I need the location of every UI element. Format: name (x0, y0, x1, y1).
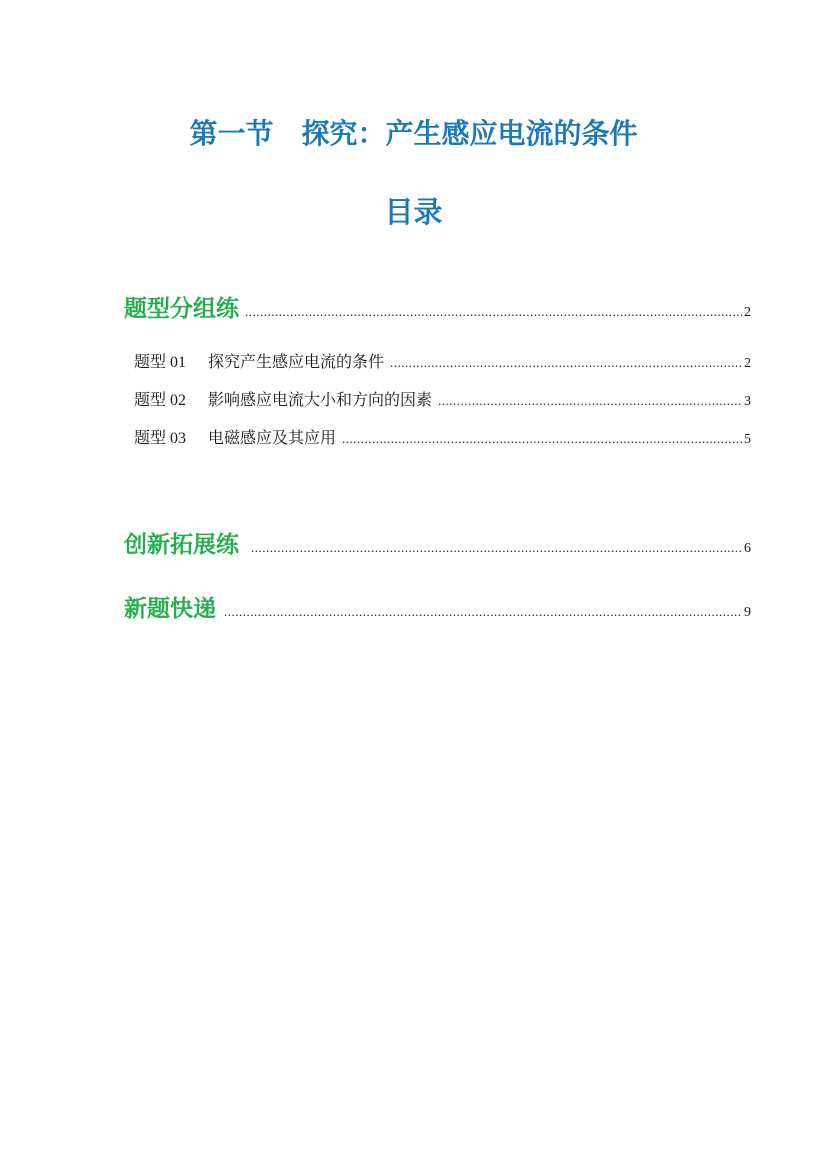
toc-leader-dots (224, 604, 742, 620)
toc-section-label: 创新拓展练 (124, 532, 239, 558)
toc-section-label: 题型分组练 (124, 296, 239, 322)
toc-page-number: 2 (744, 305, 751, 320)
toc-leader-dots (438, 393, 742, 409)
toc-entry-section-1[interactable] (124, 290, 751, 323)
toc-page-number: 3 (744, 394, 751, 409)
toc-item-number: 03 (170, 430, 187, 447)
toc-leader-dots (342, 431, 742, 447)
toc-entry-section-2[interactable] (124, 526, 751, 559)
toc-item-prefix: 题型 (134, 352, 167, 371)
toc-item-text: 探究产生感应电流的条件 (208, 352, 385, 371)
document-title: 第一节 探究：产生感应电流的条件 (189, 117, 638, 150)
toc-page-number: 5 (744, 432, 751, 447)
toc-entry-item-2[interactable] (134, 387, 751, 410)
toc-leader-dots (245, 304, 742, 320)
toc-item-text: 影响感应电流大小和方向的因素 (208, 390, 433, 409)
toc-entry-item-3[interactable] (134, 425, 751, 448)
toc-section-label: 新题快递 (124, 596, 216, 622)
toc-entry-section-3[interactable] (124, 590, 751, 623)
toc-page-number: 6 (744, 541, 751, 556)
toc-heading: 目录 (384, 195, 443, 229)
toc-page-number: 9 (744, 605, 751, 620)
toc-item-number: 01 (170, 354, 187, 371)
toc-leader-dots (251, 540, 742, 556)
toc-item-number: 02 (170, 392, 187, 409)
toc-item-text: 电磁感应及其应用 (208, 428, 337, 447)
toc-item-prefix: 题型 (134, 390, 167, 409)
toc-page-number: 2 (744, 356, 751, 371)
toc-item-prefix: 题型 (134, 428, 167, 447)
toc-entry-item-1[interactable] (134, 349, 751, 372)
toc-leader-dots (390, 355, 742, 371)
